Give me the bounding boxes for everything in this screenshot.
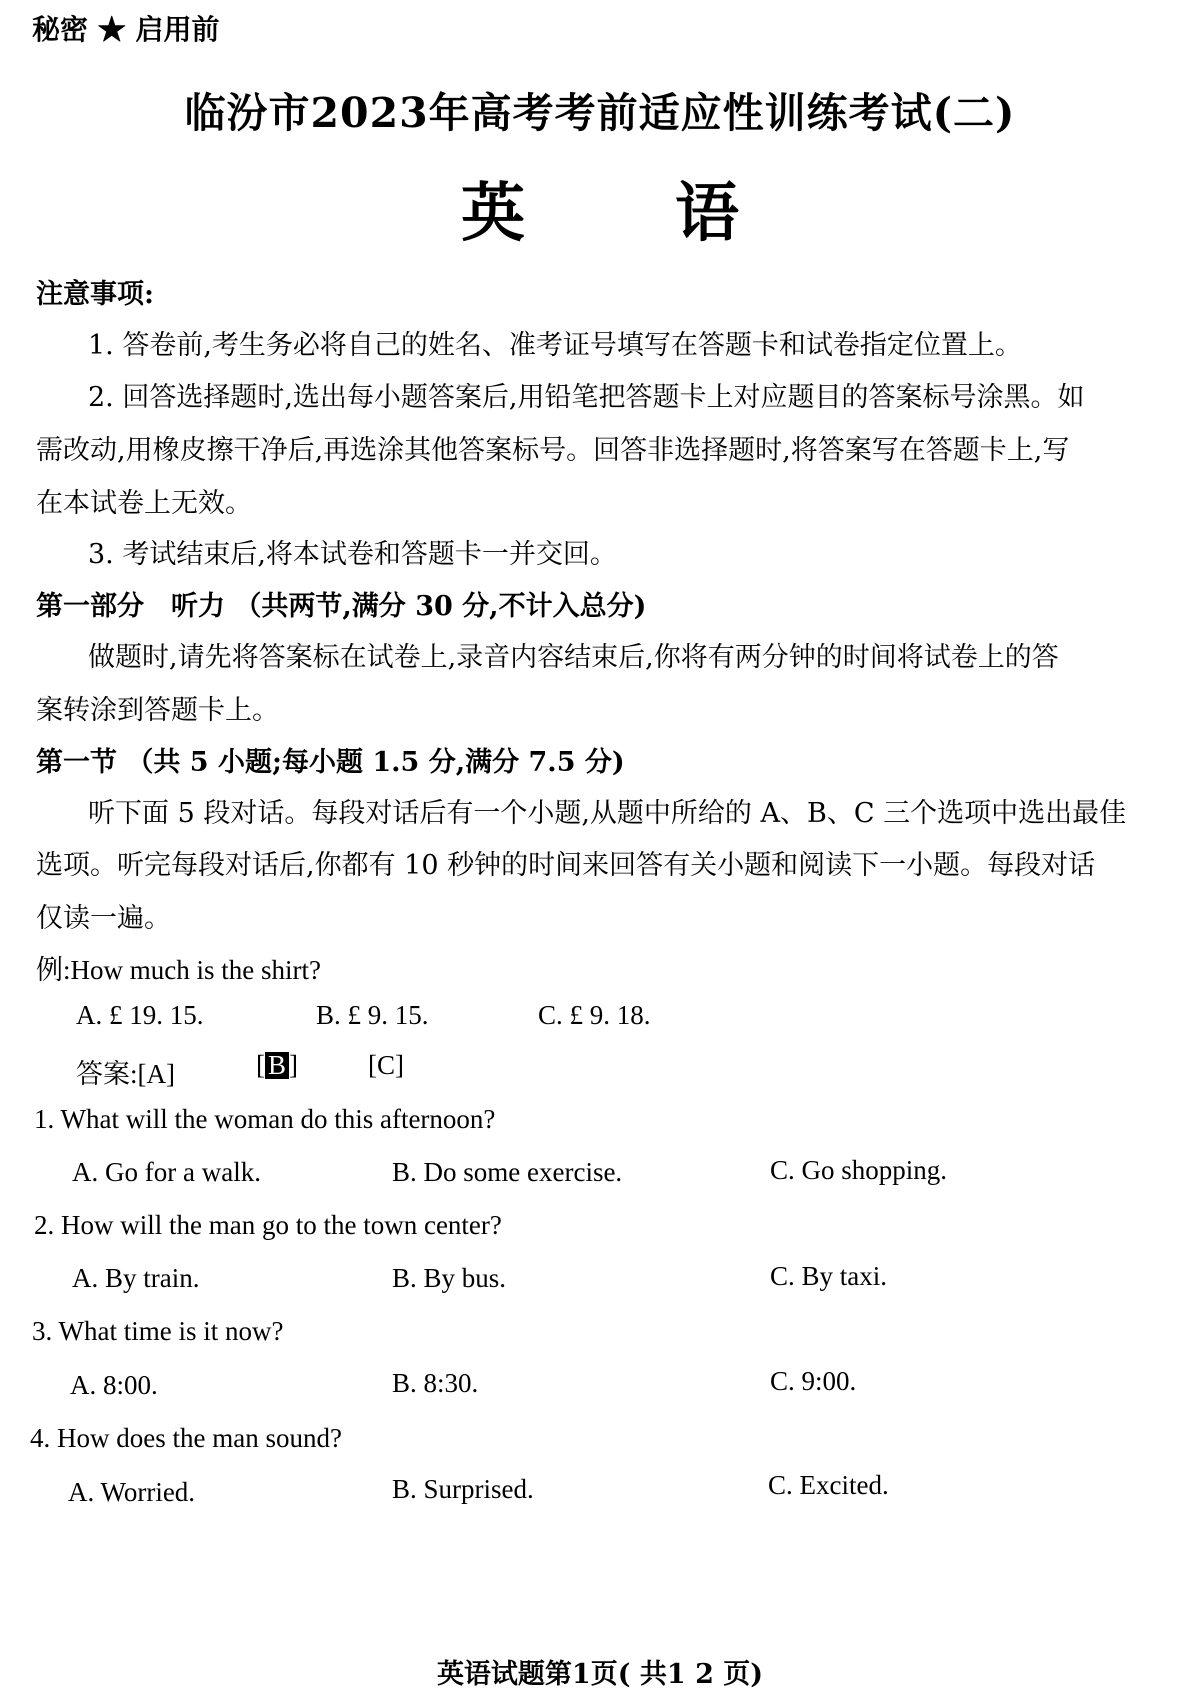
section1-heading: 第一节 （共 5 小题;每小题 1.5 分,满分 7.5 分) [36,747,625,778]
question-1-option-c: C. Go shopping. [770,1155,948,1185]
part1-instruction-line-1: 做题时,请先将答案标在试卷上,录音内容结束后,你将有两分钟的时间将试卷上的答 [88,642,1059,673]
question-4-option-c: C. Excited. [768,1470,889,1500]
section1-instruction-line-2: 选项。听完每段对话后,你都有 10 秒钟的时间来回答有关小题和阅读下一小题。每段对话 [36,850,1096,881]
question-4: 4. How does the man sound? [30,1423,342,1453]
section1-instruction-line-3: 仅读一遍。 [36,903,171,934]
example-answer-b-filled: B [265,1052,289,1079]
note-2-line-1: 2. 回答选择题时,选出每小题答案后,用铅笔把答题卡上对应题目的答案标号涂黑。如 [88,382,1085,413]
subject-char-1: 英 [461,176,525,251]
example-answer-b-open: [ [256,1050,265,1080]
section1-instruction-line-1: 听下面 5 段对话。每段对话后有一个小题,从题中所给的 A、B、C 三个选项中选出最佳 [88,798,1127,829]
question-1-option-b: B. Do some exercise. [392,1157,623,1187]
confidential-mark: 秘密 ★ 启用前 [32,13,220,46]
question-2-option-c: C. By taxi. [770,1261,888,1291]
question-2-option-a: A. By train. [72,1263,200,1293]
question-3-option-a: A. 8:00. [70,1370,158,1400]
example-answer-b-close: ] [289,1050,299,1080]
question-2-option-b: B. By bus. [392,1263,507,1293]
page-footer: 英语试题第1页( 共1 2 页) [436,1659,764,1690]
example-answer-c: [C] [368,1050,404,1080]
question-3-option-c: C. 9:00. [770,1366,857,1396]
example-question: 例:How much is the shirt? [36,955,321,985]
note-3: 3. 考试结束后,将本试卷和答题卡一并交回。 [88,539,617,570]
subject-char-2: 语 [675,176,739,251]
note-2-line-2: 需改动,用橡皮擦干净后,再选涂其他答案标号。回答非选择题时,将答案写在答题卡上,写 [36,435,1070,466]
question-3: 3. What time is it now? [32,1316,284,1346]
example-option-a: A. £ 19. 15. [76,1000,204,1030]
part1-heading: 第一部分 听力 （共两节,满分 30 分,不计入总分) [36,591,647,622]
part1-instruction-line-2: 案转涂到答题卡上。 [36,695,279,726]
question-1: 1. What will the woman do this afternoon? [34,1104,496,1134]
example-option-c: C. £ 9. 18. [538,1000,651,1030]
subject-title [0,162,1200,254]
question-2: 2. How will the man go to the town center? [34,1210,502,1240]
question-4-option-b: B. Surprised. [392,1474,534,1504]
example-answer-a: 答案:[A] [76,1059,175,1089]
question-3-option-b: B. 8:30. [392,1368,479,1398]
notes-heading: 注意事项: [36,279,154,310]
example-option-b: B. £ 9. 15. [316,1000,429,1030]
question-1-option-a: A. Go for a walk. [72,1157,261,1187]
note-2-line-3: 在本试卷上无效。 [36,488,252,519]
exam-title: 临汾市2023年高考考前适应性训练考试(二) [184,89,1016,137]
note-1: 1. 答卷前,考生务必将自己的姓名、准考证号填写在答题卡和试卷指定位置上。 [88,330,1022,361]
question-4-option-a: A. Worried. [68,1477,196,1507]
example-answer-b [256,1050,298,1081]
